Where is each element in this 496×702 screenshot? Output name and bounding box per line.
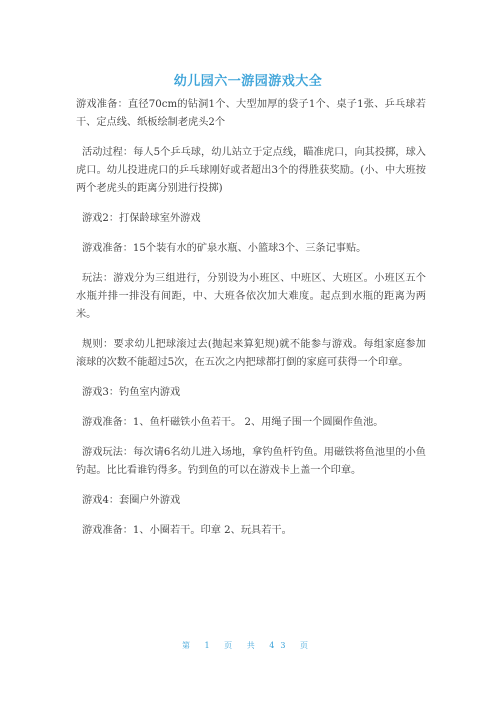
document-body <box>76 96 426 552</box>
paragraph-preparation-4: 游戏准备：1、小圈若干。印章 2、玩具若干。 <box>82 525 292 536</box>
paragraph-game-3-heading: 游戏3：钓鱼室内游戏 <box>82 387 181 398</box>
paragraph-process-1: 活动过程：每人5个乒乓球，幼儿站立于定点线，瞄准虎口，向其投掷，球入虎口。幼儿投进虎口的乒乓球刚好或者超出3个的得胜获奖励。(小、中大班按两个老虎头的距离分别进行投掷) <box>76 147 426 194</box>
paragraph-game-2-heading: 游戏2：打保龄球室外游戏 <box>82 213 201 224</box>
paragraph-preparation-2: 游戏准备：15个装有水的矿泉水瓶、小篮球3个、三条记事贴。 <box>82 243 367 254</box>
paragraph-howto-2: 玩法：游戏分为三组进行，分别设为小班区、中班区、大班区。小班区五个水瓶并排一排没有间距，中、大班各依次加大难度。起点到水瓶的距离为两米。 <box>76 273 426 320</box>
paragraph-game-4-heading: 游戏4：套圈户外游戏 <box>82 495 181 506</box>
document-title: 幼儿园六一游园游戏大全 <box>173 74 323 89</box>
paragraph-preparation-1: 游戏准备：直径70cm的钻洞1个、大型加厚的袋子1个、桌子1张、乒乓球若干、定点线、纸板绘制老虎头2个 <box>76 99 426 128</box>
paragraph-rules-2: 规则：要求幼儿把球滚过去(抛起来算犯规)就不能参与游戏。每组家庭参加滚球的次数不能超过5次，在五次之内把球都打倒的家庭可获得一个印章。 <box>76 339 426 368</box>
paragraph-preparation-3: 游戏准备：1、鱼杆磁铁小鱼若干。 2、用绳子围一个圆圈作鱼池。 <box>82 417 384 428</box>
paragraph-howto-3: 游戏玩法：每次请6名幼儿进入场地，拿钓鱼杆钓鱼。用磁铁将鱼池里的小鱼钓起。比比看谁钓得多。钓到鱼的可以在游戏卡上盖一个印章。 <box>76 447 426 476</box>
page-number-footer: 第 1 页 共 43 页 <box>182 641 314 650</box>
